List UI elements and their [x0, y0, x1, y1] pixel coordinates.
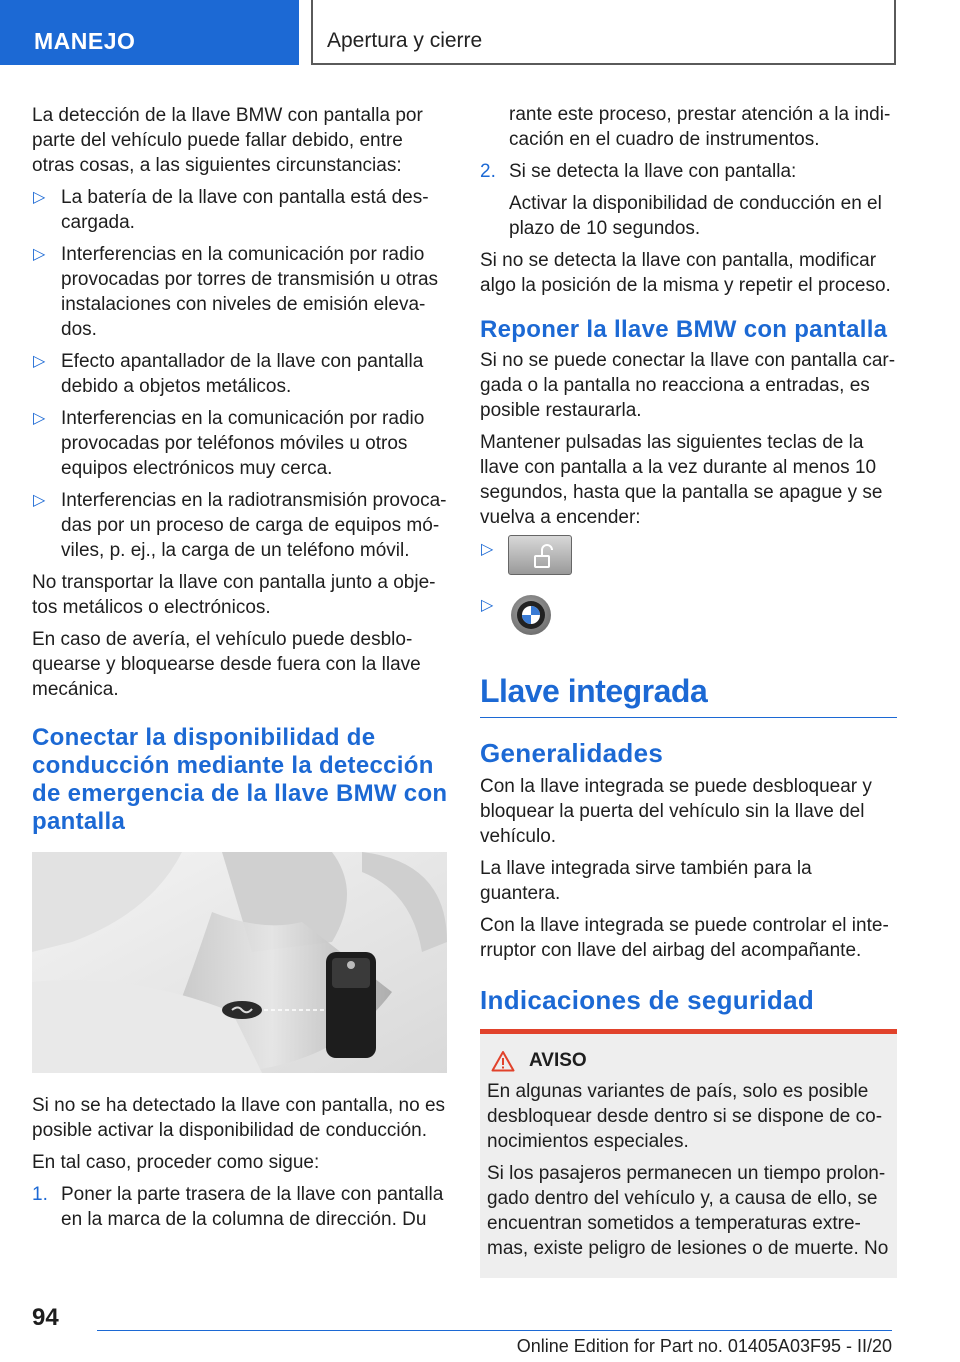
reset-paragraph-1: Si no se puede conectar la llave con pantalla cargada o la pantalla no reacciona a entradas, es posible restaurarla. [480, 350, 896, 421]
triangle-bullet-icon: ▷ [481, 541, 494, 558]
steering-column-key-photo [32, 852, 447, 1073]
general-paragraph-3: Con la llave integrada se puede controlar el interruptor con llave del airbag del acompañante. [480, 915, 889, 961]
general-paragraph-2: La llave integrada sirve también para la guantera. [480, 858, 812, 904]
left-column [32, 103, 449, 1239]
warning-header [491, 1048, 891, 1073]
step-number: 2. [480, 161, 496, 182]
reset-key-lock [480, 537, 897, 579]
triangle-bullet-icon: ▷ [481, 597, 494, 614]
reset-key-heading: Reponer la llave BMW con pantalla [480, 316, 888, 343]
footer-edition: Online Edition for Part no. 01405A03F95 - II/20 [516, 1336, 892, 1356]
intro-paragraph: La detección de la llave BMW con pantalla por parte del vehículo puede fallar debido, entre otras cosas, a las siguientes circunstancias: [32, 105, 423, 176]
transport-paragraph: No transportar la llave con pantalla junto a objetos metálicos o electrónicos. [32, 572, 436, 618]
breakdown-paragraph: En caso de avería, el vehículo puede desbloquearse y bloquearse desde fuera con la llave mecánica. [32, 629, 421, 700]
triangle-bullet-icon: ▷ [33, 410, 46, 427]
bullet-text: Efecto apantallador de la llave con pantalla debido a objetos metálicos. [61, 351, 424, 397]
warning-triangle-icon [491, 1050, 515, 1072]
steering-column-illustration [32, 852, 447, 1073]
step-1 [32, 1182, 449, 1232]
triangle-bullet-icon: ▷ [33, 492, 46, 509]
integrated-key-heading: Llave integrada [480, 671, 897, 718]
step-2 [480, 159, 897, 184]
unlock-button-icon [508, 535, 572, 575]
page-number: 94 [32, 1304, 59, 1331]
bullet-item [32, 406, 449, 481]
warning-box [480, 1029, 897, 1278]
proceed-paragraph: En tal caso, proceder como sigue: [32, 1152, 320, 1173]
bullet-text: Interferencias en la comunicación por radio provocadas por teléfonos móviles u otros equipos electrónicos muy cerca. [61, 408, 425, 479]
step-1-continuation: rante este proceso, prestar atención a la indicación en el cuadro de instrumentos. [509, 104, 891, 150]
bullet-text: Interferencias en la comunicación por radio provocadas por torres de transmisión u otras instalaciones con niveles de emisión elevados. [61, 244, 439, 340]
chapter-tab [311, 0, 896, 65]
not-detected-paragraph: Si no se ha detectado la llave con pantalla, no es posible activar la disponibilidad de conducción. [32, 1095, 446, 1141]
bullet-text: Interferencias en la radiotransmisión provocadas por un proceso de carga de equipos móviles, p. ej., la carga de un teléfono móvil. [61, 490, 447, 561]
safety-heading: Indicaciones de seguridad [480, 985, 815, 1015]
warning-title: AVISO [529, 1050, 587, 1071]
reposition-paragraph: Si no se detecta la llave con pantalla, modificar algo la posición de la misma y repetir el proceso. [480, 250, 891, 296]
bullet-text: La batería de la llave con pantalla está descargada. [61, 187, 429, 233]
step-number: 1. [32, 1184, 48, 1205]
bullet-item [32, 185, 449, 235]
section-label: MANEJO [34, 28, 136, 54]
warning-paragraph-2: Si los pasajeros permanecen un tiempo prolongado dentro del vehículo y, a causa de ello, se encuentran sometidos a temperaturas extremas, existe peligro de lesiones o de muerte. No [487, 1163, 889, 1259]
footer-divider [97, 1330, 892, 1331]
general-heading: Generalidades [480, 738, 664, 768]
step-text: Si se detecta la llave con pantalla: [509, 161, 797, 182]
bullet-item [32, 242, 449, 342]
section-tab [0, 0, 299, 65]
reset-paragraph-2: Mantener pulsadas las siguientes teclas de la llave con pantalla a la vez durante al menos 10 segundos, hasta que la pantalla se apague y se vuelva a encender: [480, 432, 883, 528]
bullet-item [32, 349, 449, 399]
triangle-bullet-icon: ▷ [33, 353, 46, 370]
reset-key-bmw [480, 593, 897, 635]
emergency-detection-heading: Conectar la disponibilidad de conducción mediante la detección de emergencia de la llave BMW con pantalla [32, 724, 448, 835]
step-2-sub: Activar la disponibilidad de conducción en el plazo de 10 segundos. [509, 193, 882, 239]
general-paragraph-1: Con la llave integrada se puede desbloquear y bloquear la puerta del vehículo sin la llave del vehículo. [480, 776, 872, 847]
bmw-logo-button-icon [511, 595, 551, 635]
step-text: Poner la parte trasera de la llave con pantalla en la marca de la columna de dirección. Du [61, 1184, 444, 1230]
triangle-bullet-icon: ▷ [33, 189, 46, 206]
right-column [480, 102, 897, 1278]
chapter-label: Apertura y cierre [327, 29, 483, 52]
triangle-bullet-icon: ▷ [33, 246, 46, 263]
bullet-item [32, 488, 449, 563]
warning-paragraph-1: En algunas variantes de país, solo es posible desbloquear desde dentro si se dispone de conocimientos especiales. [487, 1081, 883, 1152]
